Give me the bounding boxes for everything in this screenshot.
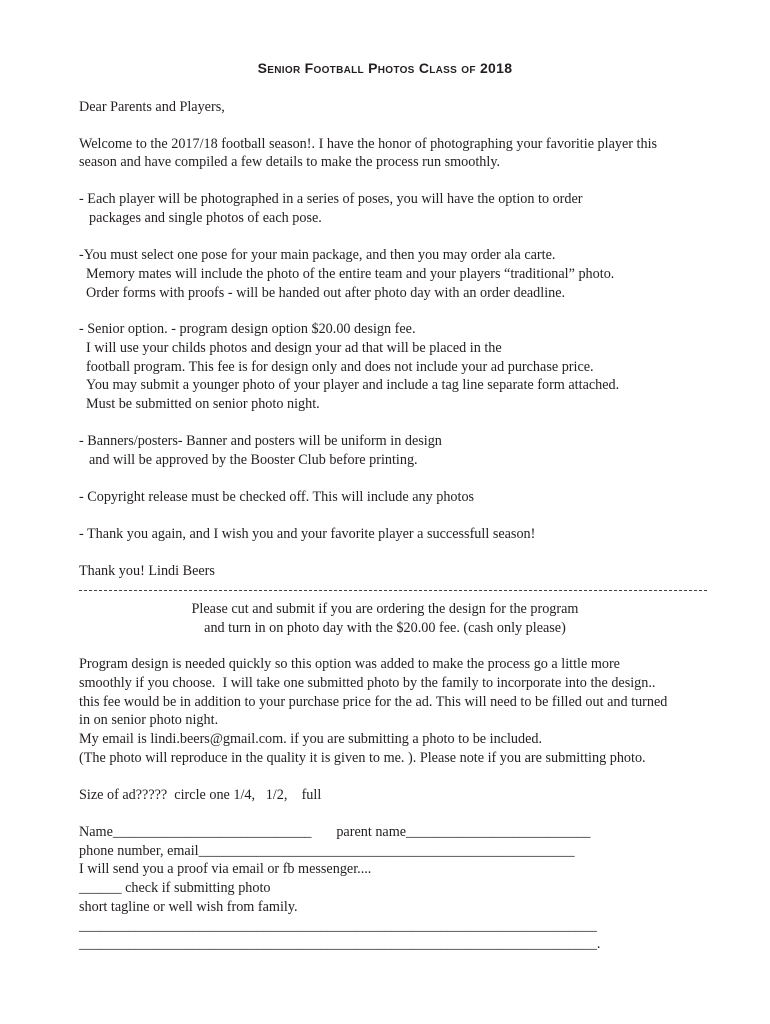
cut-instructions-line-2: and turn in on photo day with the $20.00 fee. (cash only please): [204, 620, 566, 636]
senior-option-line-1: - Senior option. - program design option $20.00 design fee.: [79, 321, 416, 337]
package-line-2: Memory mates will include the photo of the entire team and your players “traditional” photo.: [86, 266, 615, 282]
copyright-line: - Copyright release must be checked off. This will include any photos: [79, 489, 475, 505]
cut-instructions-line-1: Please cut and submit if you are ordering the design for the program: [191, 601, 579, 617]
cut-line-divider: [79, 590, 707, 591]
senior-option-line-2: I will use your childs photos and design your ad that will be placed in the: [86, 340, 502, 356]
program-design-line-6: (The photo will reproduce in the quality it is given to me. ). Please note if you are submitting photo.: [79, 750, 646, 766]
page-title: Senior Football Photos Class of 2018: [257, 60, 513, 76]
submitting-photo-check-line: ______ check if submitting photo: [79, 880, 271, 896]
senior-option-line-4: You may submit a younger photo of your player and include a tag line separate form attached.: [86, 377, 620, 393]
phone-email-field-line: phone number, email_____________________________________________________: [79, 843, 575, 859]
tagline-label: short tagline or well wish from family.: [79, 899, 298, 915]
banners-line-1: - Banners/posters- Banner and posters will be uniform in design: [79, 433, 442, 449]
tagline-blank-line-1: _________________________________________________________________________: [79, 918, 597, 934]
signoff: Thank you! Lindi Beers: [79, 563, 215, 579]
senior-option-line-3: football program. This fee is for design only and does not include your ad purchase price.: [86, 359, 594, 375]
program-design-line-5: My email is lindi.beers@gmail.com. if you are submitting a photo to be included.: [79, 731, 543, 747]
intro-line-1: Welcome to the 2017/18 football season!. I have the honor of photographing your favoritie player this: [79, 136, 658, 152]
package-line-3: Order forms with proofs - will be handed out after photo day with an order deadline.: [86, 285, 566, 301]
poses-line-1: - Each player will be photographed in a series of poses, you will have the option to order: [79, 191, 583, 207]
name-field-line: Name____________________________ parent name__________________________: [79, 824, 591, 840]
package-line-1: -You must select one pose for your main package, and then you may order ala carte.: [79, 247, 556, 263]
proof-note: I will send you a proof via email or fb messenger....: [79, 861, 372, 877]
program-design-line-4: in on senior photo night.: [79, 712, 219, 728]
program-design-line-2: smoothly if you choose. I will take one submitted photo by the family to incorporate into the design..: [79, 675, 656, 691]
intro-line-2: season and have compiled a few details to make the process run smoothly.: [79, 154, 501, 170]
senior-option-line-5: Must be submitted on senior photo night.: [86, 396, 320, 412]
thanks-line: - Thank you again, and I wish you and your favorite player a successfull season!: [79, 526, 536, 542]
banners-line-2: and will be approved by the Booster Club before printing.: [89, 452, 418, 468]
poses-line-2: packages and single photos of each pose.: [89, 210, 322, 226]
greeting: Dear Parents and Players,: [79, 99, 225, 115]
ad-size-line: Size of ad????? circle one 1/4, 1/2, full: [79, 787, 322, 803]
tagline-blank-line-2: _________________________________________________________________________.: [79, 936, 601, 952]
program-design-line-1: Program design is needed quickly so this option was added to make the process go a little more: [79, 656, 620, 672]
program-design-line-3: this fee would be in addition to your purchase price for the ad. This will need to be filled out and turned: [79, 694, 668, 710]
